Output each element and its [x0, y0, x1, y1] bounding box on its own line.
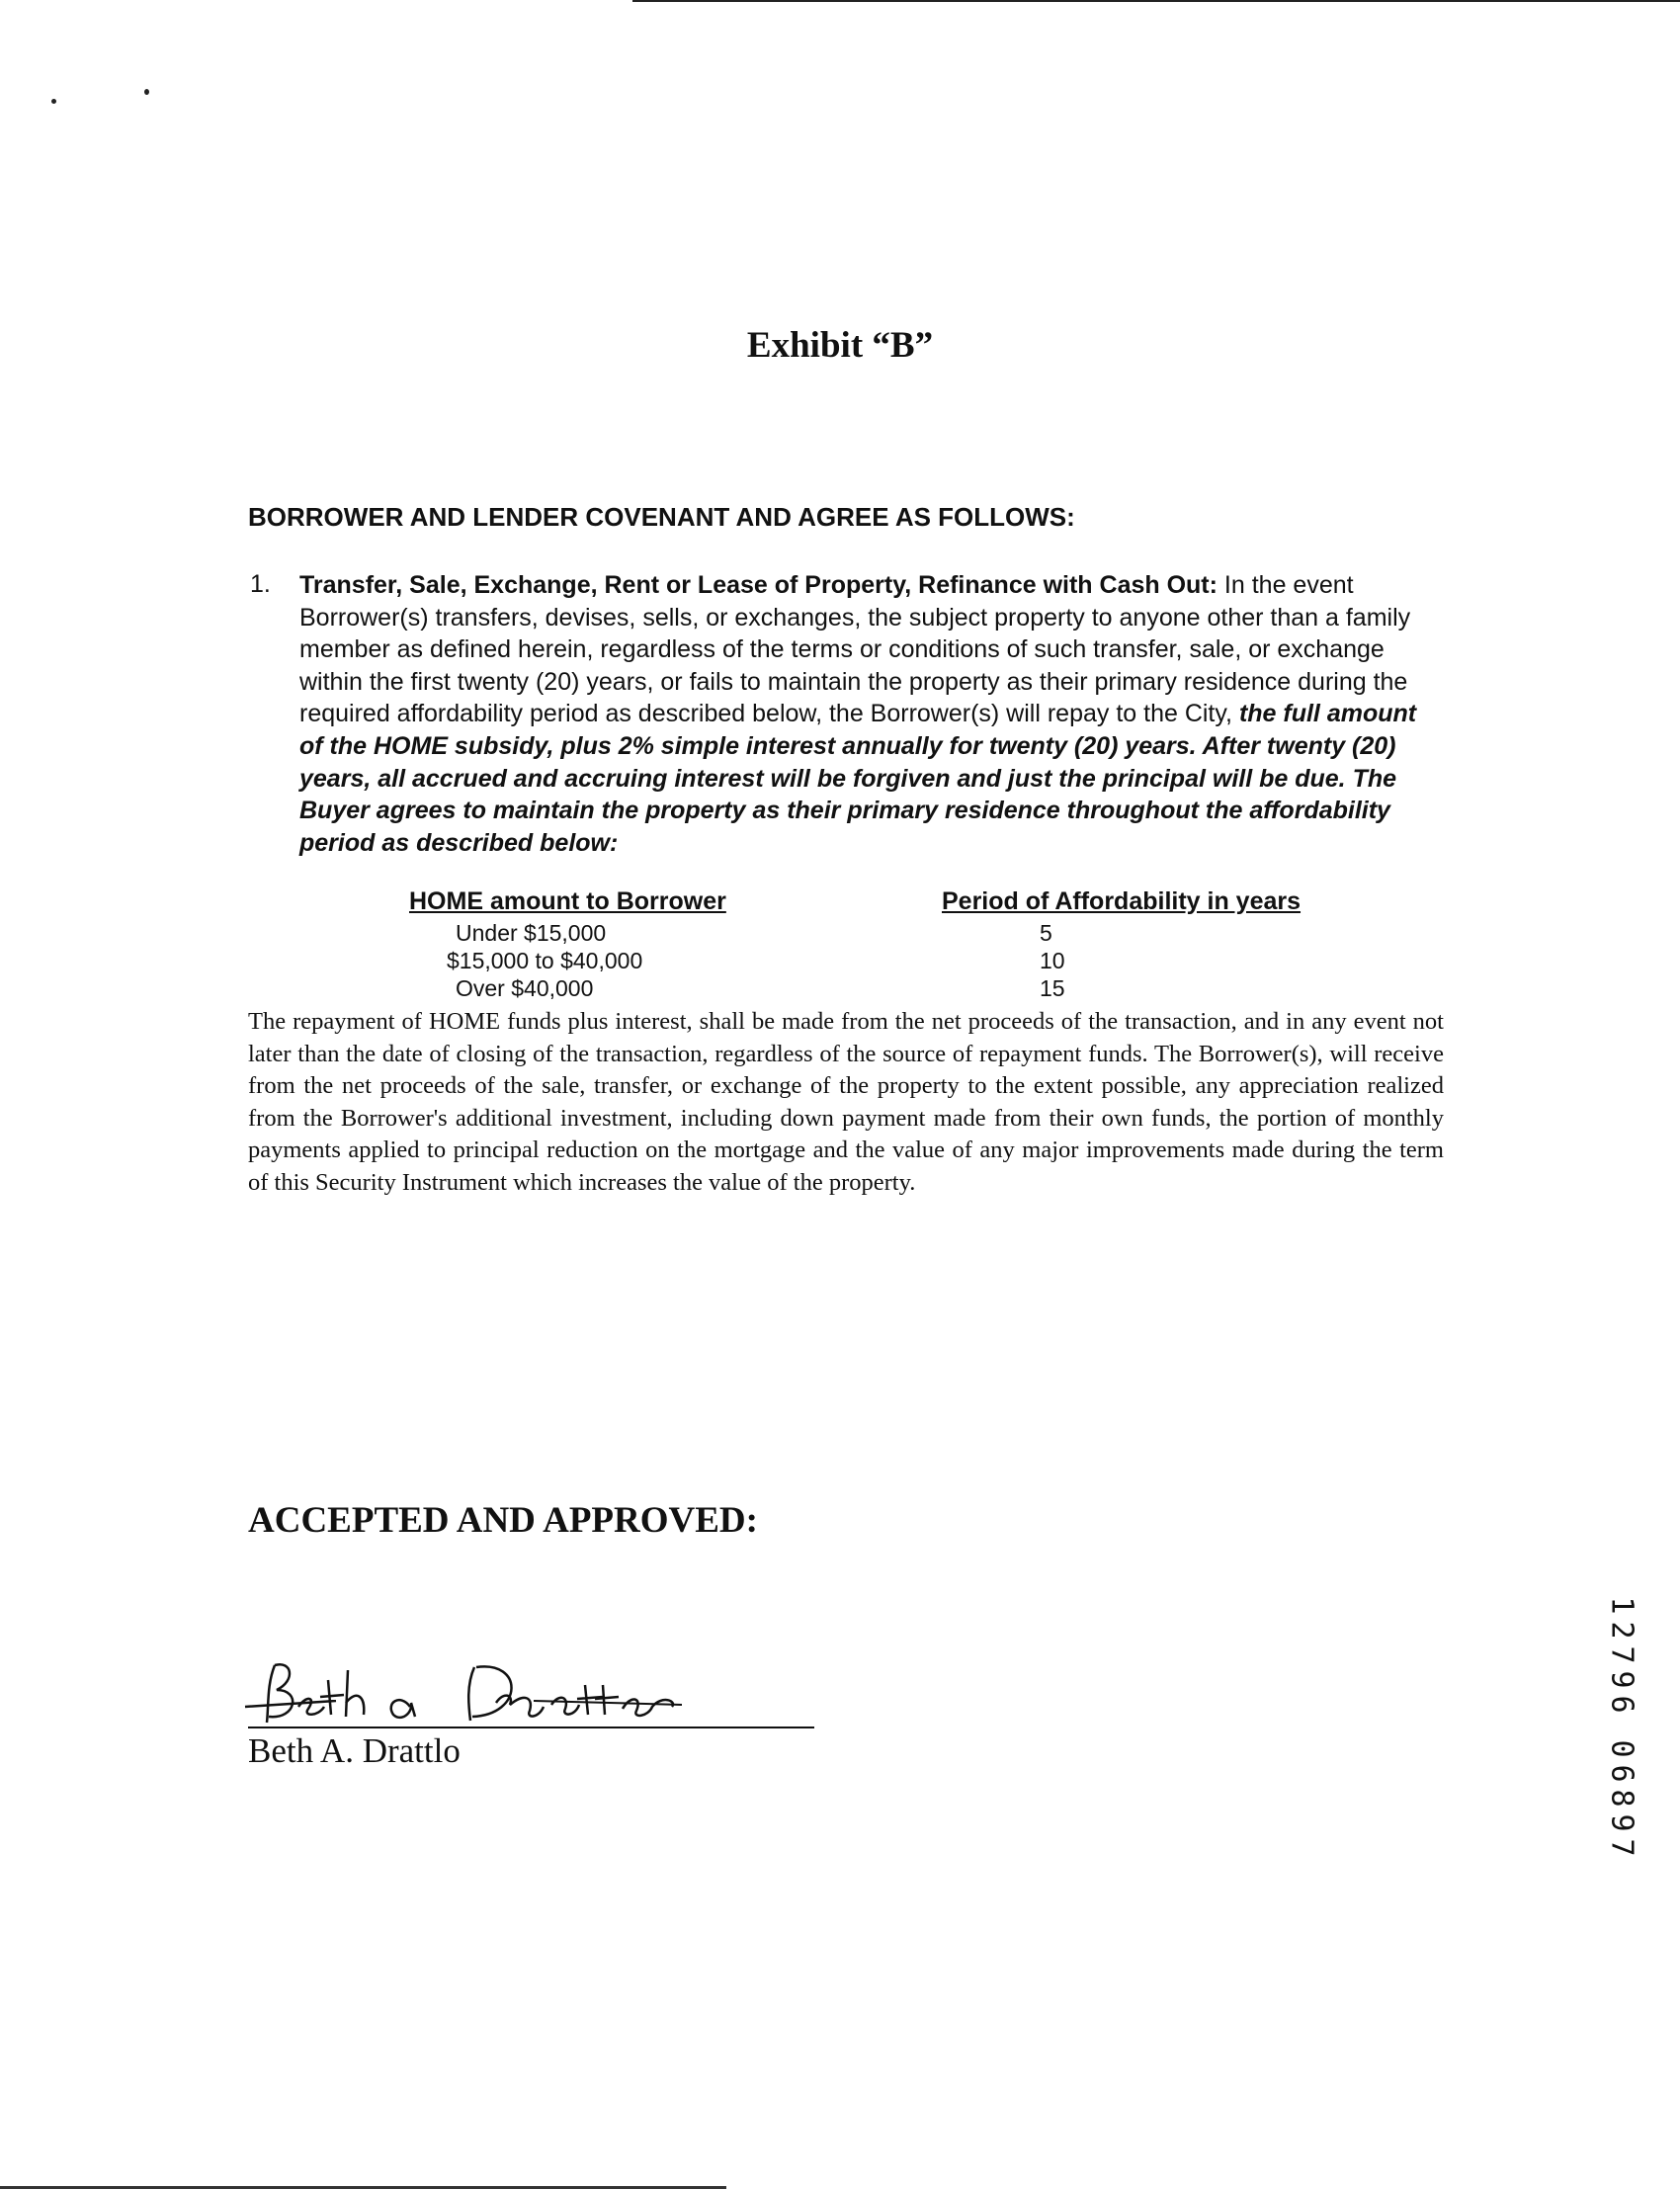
scan-edge-bottom: [0, 2186, 726, 2189]
item-emphasis: the full amount of the HOME subsidy, plus 2% simple interest annually for twenty (20) years. After twenty (20) years, all accrued and accruing interest will be forgiven and just the principal will be due. The Buyer agrees to maintain the property as their primary residence throughout the affordability period as described below:: [299, 700, 1417, 857]
side-stamp-top: [1604, 1593, 1639, 1717]
accepted-heading: ACCEPTED AND APPROVED:: [248, 1500, 758, 1541]
table-cell-period: 10: [1040, 948, 1065, 973]
side-stamp-bottom: [1604, 1736, 1639, 1860]
table-cell-period: 15: [1040, 975, 1065, 1001]
table-cell-amount: Under $15,000: [456, 920, 607, 946]
scan-speck: [144, 89, 149, 95]
scan-edge-top: [632, 0, 1680, 2]
signature-line: [248, 1727, 814, 1728]
repayment-paragraph: The repayment of HOME funds plus interest, shall be made from the net proceeds of the transaction, and in any event not later than the date of closing of the transaction, regardless of the source of repayment funds. The Borrower(s), will receive from the net proceeds of the sale, transfer, or exchange of the property to the extent possible, any appreciation realized from the Borrower's additional investment, including down payment made from their own funds, the portion of monthly payments applied to principal reduction on the mortgage and the value of any major improvements made during the term of this Security Instrument which increases the value of the property.: [248, 1008, 1444, 1196]
table-cell-period: 5: [1040, 920, 1052, 946]
covenant-heading: BORROWER AND LENDER COVENANT AND AGREE AS FOLLOWS:: [248, 502, 1075, 532]
stamp-digit: 6: [1604, 1764, 1639, 1783]
stamp-digit: 2: [1604, 1621, 1639, 1640]
stamp-digit: 0: [1604, 1739, 1639, 1758]
table-header-period: Period of Affordability in years: [942, 887, 1302, 915]
signature-image: [237, 1645, 682, 1734]
stamp-digit: 9: [1604, 1670, 1639, 1689]
stamp-digit: 1: [1604, 1596, 1639, 1615]
signer-name: Beth A. Drattlo: [248, 1731, 461, 1770]
table-cell-amount: $15,000 to $40,000: [447, 948, 643, 973]
stamp-digit: 8: [1604, 1789, 1639, 1808]
item-number: 1.: [250, 570, 271, 598]
table-header-amount: HOME amount to Borrower: [409, 887, 726, 915]
stamp-digit: 9: [1604, 1813, 1639, 1832]
stamp-digit: 7: [1604, 1838, 1639, 1857]
table-cell-amount: Over $40,000: [456, 975, 594, 1001]
item-text: In the event Borrower(s) transfers, devises, sells, or exchanges, the subject property to anyone other than a family member as defined herein, regardless of the terms or conditions of such transfer, sale, or exchange within the first twenty (20) years, or fails to maintain the property as their primary residence during the required affordability period as described below, the Borrower(s) will repay to the City,: [299, 571, 1411, 728]
item-lead: Transfer, Sale, Exchange, Rent or Lease of Property, Refinance with Cash Out:: [299, 571, 1218, 599]
exhibit-title: Exhibit “B”: [746, 325, 934, 366]
stamp-digit: 6: [1604, 1695, 1639, 1714]
item-body: [299, 569, 1431, 859]
stamp-digit: 7: [1604, 1645, 1639, 1664]
scan-speck: [51, 99, 56, 104]
